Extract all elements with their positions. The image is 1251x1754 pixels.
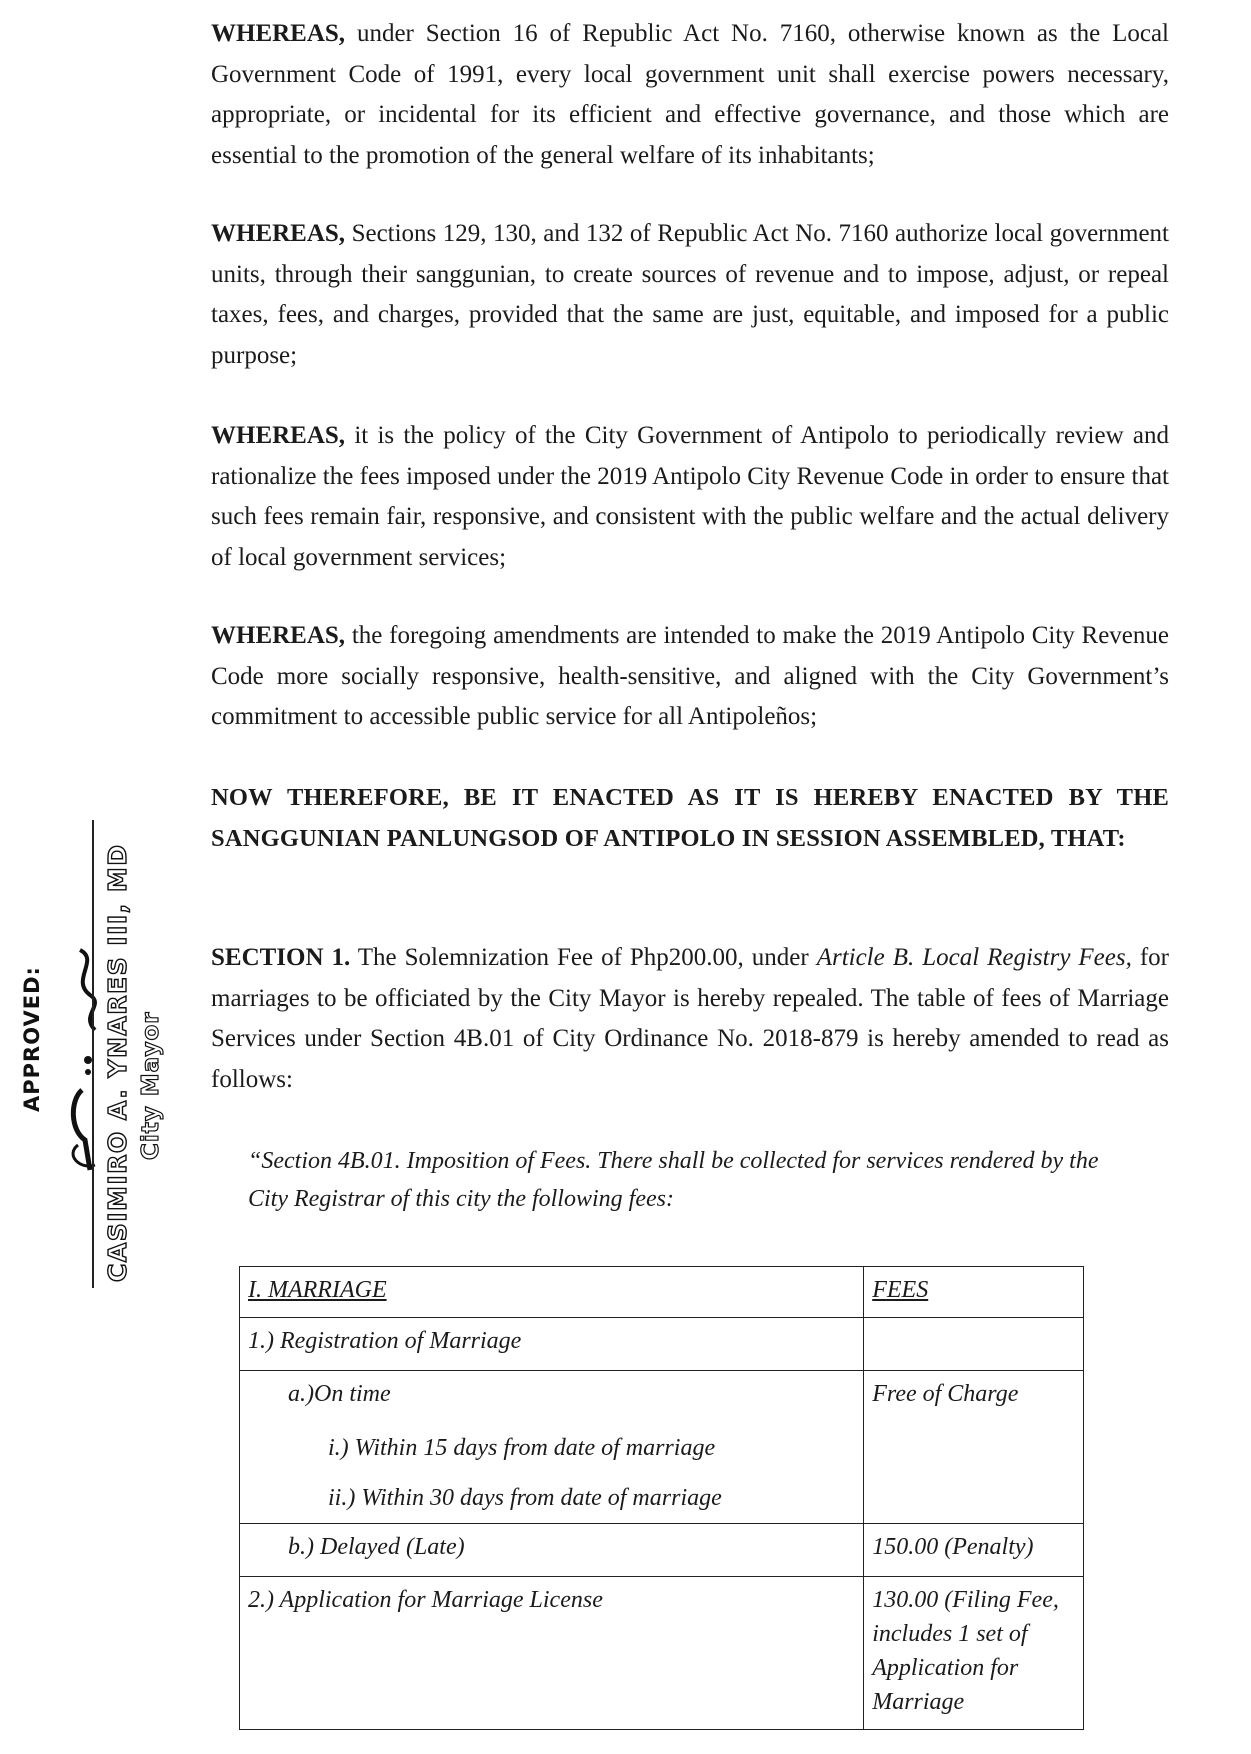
enactment-clause: NOW THEREFORE, BE IT ENACTED AS IT IS HEREBY ENACTED BY THE SANGGUNIAN PANLUNGSOD OF ANTIPOLO IN SESSION ASSEMBLED, THAT: — [211, 784, 1169, 852]
table-cell-fee: Free of Charge — [864, 1371, 1084, 1524]
whereas-paragraph-4 — [211, 616, 1169, 738]
table-header-fees: FEES — [864, 1267, 1084, 1318]
table-cell-fee — [864, 1318, 1084, 1371]
whereas-paragraph-1 — [211, 14, 1169, 176]
table-row — [240, 1577, 1084, 1730]
marriage-fees-table — [239, 1266, 1084, 1730]
signature-line — [92, 820, 94, 1288]
table-row — [240, 1318, 1084, 1371]
on-time-sub-2: ii.) Within 30 days from date of marriage — [328, 1485, 722, 1511]
whereas-text: Sections 129, 130, and 132 of Republic Act No. 7160 authorize local government units, through their sanggunian, to create sources of revenue and to impose, adjust, or repeal taxes, fees, and charges, provided that the same are just, equitable, and imposed for a public purpose; — [211, 220, 1169, 369]
whereas-text: the foregoing amendments are intended to make the 2019 Antipolo City Revenue Code more socially responsive, health-sensitive, and aligned with the City Government’s commitment to accessible public service for all Antipoleños; — [211, 622, 1169, 730]
section-1 — [211, 938, 1169, 1100]
table-cell-fee: 130.00 (Filing Fee, includes 1 set of Application for Marriage — [864, 1577, 1084, 1730]
table-cell-label: 2.) Application for Marriage License — [240, 1577, 864, 1730]
table-cell-label: b.) Delayed (Late) — [240, 1524, 864, 1577]
table-row — [240, 1524, 1084, 1577]
section-1-text-a: The Solemnization Fee of Php200.00, under — [350, 944, 817, 971]
section-1-lead: SECTION 1. — [211, 944, 351, 971]
mayor-name: CASIMIRO A. YNARES III, MD — [103, 843, 132, 1282]
whereas-paragraph-2 — [211, 214, 1169, 376]
mayor-title: City Mayor — [138, 1011, 164, 1160]
whereas-lead: WHEREAS, — [211, 622, 346, 649]
whereas-text: under Section 16 of Republic Act No. 7160, otherwise known as the Local Government Code of 1991, every local government unit shall exercise powers necessary, appropriate, or incidental for its efficient and effective governance, and those which are essential to the promotion of the general welfare of its inhabitants; — [211, 20, 1169, 169]
whereas-lead: WHEREAS, — [211, 20, 346, 47]
approved-label: APPROVED: — [20, 966, 44, 1112]
table-row — [240, 1371, 1084, 1524]
whereas-lead: WHEREAS, — [211, 422, 346, 449]
whereas-text: it is the policy of the City Government of Antipolo to periodically review and rationalize the fees imposed under the 2019 Antipolo City Revenue Code in order to ensure that such fees remain fair, responsive, and consistent with the public welfare and the actual delivery of local government services; — [211, 422, 1169, 571]
whereas-lead: WHEREAS, — [211, 220, 346, 247]
table-cell-label — [240, 1371, 864, 1524]
table-cell-fee: 150.00 (Penalty) — [864, 1524, 1084, 1577]
on-time-sub-1: i.) Within 15 days from date of marriage — [328, 1435, 716, 1461]
section-1-text-b: for marriages to be officiated by the City Mayor is hereby repealed. The table of fees of Marriage Services under Section 4B.01 of City Ordinance No. 2018-879 is hereby amended to read as follows: — [211, 944, 1169, 1093]
section-1-article: Article B. Local Registry Fees, — [816, 944, 1132, 971]
table-header-row — [240, 1267, 1084, 1318]
table-header-marriage: I. MARRIAGE — [240, 1267, 864, 1318]
table-cell-label: 1.) Registration of Marriage — [240, 1318, 864, 1371]
on-time-label: a.)On time — [288, 1381, 391, 1407]
whereas-paragraph-3 — [211, 416, 1169, 578]
section-4b01-quote: “Section 4B.01. Imposition of Fees. There shall be collected for services rendered by the City Registrar of this city the following fees: — [248, 1148, 1099, 1212]
